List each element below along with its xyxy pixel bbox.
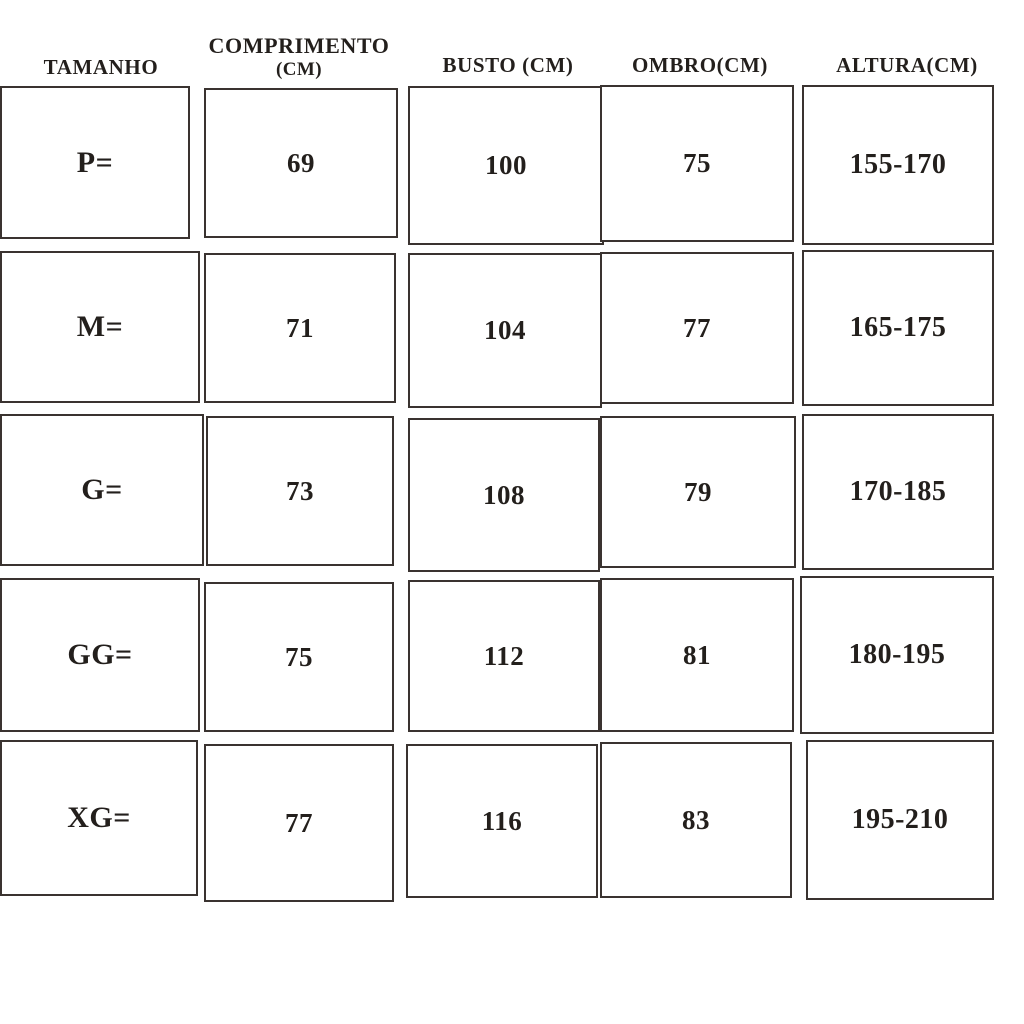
cell-busto: 116 xyxy=(481,805,523,836)
table-row xyxy=(600,416,796,568)
cell-ombro: 75 xyxy=(683,148,711,178)
column-header-busto-label: BUSTO (CM) xyxy=(442,53,574,77)
cell-comprimento: 71 xyxy=(286,312,314,343)
table-row xyxy=(408,580,600,732)
cell-busto: 104 xyxy=(484,315,526,345)
table-row xyxy=(406,744,598,898)
cell-altura: 195-210 xyxy=(851,804,949,835)
cell-altura: 155-170 xyxy=(849,149,947,180)
column-header-comprimento-label: COMPRIMENTO xyxy=(208,33,390,58)
table-header-row xyxy=(0,26,1024,86)
table-row xyxy=(0,578,200,732)
table-row xyxy=(204,253,396,403)
table-row xyxy=(806,740,994,900)
table-row xyxy=(0,251,200,403)
cell-comprimento: 69 xyxy=(287,147,315,178)
cell-comprimento: 73 xyxy=(286,475,314,506)
column-header-ombro-label: OMBRO(CM) xyxy=(631,53,769,77)
cell-ombro: 79 xyxy=(684,476,712,507)
column-header-tamanho xyxy=(8,56,194,80)
cell-ombro: 81 xyxy=(683,639,711,670)
cell-size: XG= xyxy=(67,801,131,834)
table-row xyxy=(204,582,394,732)
table-row xyxy=(408,418,600,572)
table-row xyxy=(408,253,602,408)
table-row xyxy=(0,414,204,566)
column-header-comprimento-unit: (CM) xyxy=(276,58,322,80)
table-row xyxy=(0,740,198,896)
table-row xyxy=(802,414,994,570)
table-row xyxy=(0,86,190,239)
cell-ombro: 83 xyxy=(682,804,710,835)
cell-size: G= xyxy=(81,473,123,506)
table-row xyxy=(800,576,994,734)
column-header-busto xyxy=(410,54,606,78)
table-row xyxy=(802,250,994,406)
column-header-tamanho-label: TAMANHO xyxy=(43,55,159,79)
table-row xyxy=(600,742,792,898)
cell-comprimento: 75 xyxy=(285,641,313,672)
cell-busto: 100 xyxy=(485,150,527,180)
table-row xyxy=(600,252,794,404)
cell-size: P= xyxy=(76,145,114,179)
column-header-altura-label: ALTURA(CM) xyxy=(836,53,978,77)
table-row xyxy=(600,578,794,732)
table-row xyxy=(802,85,994,245)
cell-altura: 180-195 xyxy=(848,639,946,670)
column-header-ombro xyxy=(600,54,800,78)
table-row xyxy=(600,85,794,242)
cell-comprimento: 77 xyxy=(285,807,313,838)
cell-altura: 170-185 xyxy=(849,476,947,507)
cell-busto: 108 xyxy=(483,479,525,510)
cell-ombro: 77 xyxy=(683,312,711,343)
column-header-comprimento xyxy=(188,34,410,80)
table-row xyxy=(204,88,398,238)
table-row xyxy=(204,744,394,902)
cell-size: M= xyxy=(76,310,124,343)
cell-altura: 165-175 xyxy=(849,312,947,343)
cell-size: GG= xyxy=(67,638,133,671)
table-row xyxy=(206,416,394,566)
cell-busto: 112 xyxy=(483,640,525,671)
table-row xyxy=(408,86,604,245)
column-header-altura xyxy=(800,54,1014,78)
